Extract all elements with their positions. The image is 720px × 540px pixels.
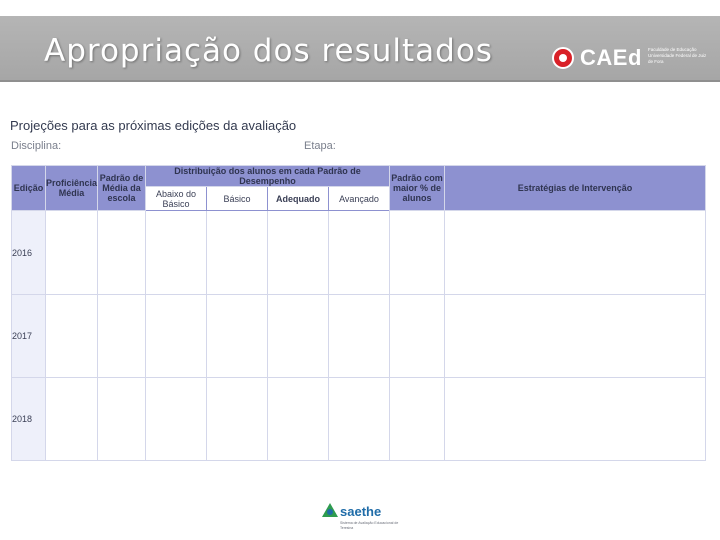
slide-title: Apropriação dos resultados (44, 33, 493, 69)
padrao-maior-cell[interactable] (390, 211, 445, 295)
proficiencia-cell[interactable] (46, 378, 98, 461)
basico-cell[interactable] (207, 295, 268, 378)
caed-logo-subtitle: Faculdade de Educação Universidade Federal de Juiz de Fora (648, 47, 707, 64)
estrategias-cell[interactable] (445, 378, 706, 461)
table-row (12, 378, 706, 461)
avancado-cell[interactable] (329, 295, 390, 378)
adequado-cell[interactable] (268, 211, 329, 295)
subcol-basico: Básico (207, 187, 268, 211)
etapa-label: Etapa: (304, 140, 336, 152)
col-header-distribuicao: Distribuição dos alunos em cada Padrão de Desempenho (146, 166, 390, 187)
padrao-escola-cell[interactable] (98, 378, 146, 461)
col-header-estrategias: Estratégias de Intervenção (445, 166, 706, 211)
proficiencia-cell[interactable] (46, 211, 98, 295)
col-header-proficiencia: Proficiência Média (46, 166, 98, 211)
estrategias-cell[interactable] (445, 211, 706, 295)
table-row (12, 211, 706, 295)
padrao-escola-cell[interactable] (98, 211, 146, 295)
abaixo-basico-cell[interactable] (146, 295, 207, 378)
adequado-cell[interactable] (268, 295, 329, 378)
table-row (12, 295, 706, 378)
subcol-avancado: Avançado (329, 187, 390, 211)
year-cell: 2018 (12, 378, 46, 461)
col-header-edicao: Edição (12, 166, 46, 211)
subcol-adequado: Adequado (268, 187, 329, 211)
saethe-logo-dot-icon (327, 509, 333, 515)
avancado-cell[interactable] (329, 211, 390, 295)
caed-logo-icon (552, 47, 574, 69)
padrao-maior-cell[interactable] (390, 295, 445, 378)
caed-logo (552, 46, 712, 78)
padrao-escola-cell[interactable] (98, 295, 146, 378)
disciplina-label: Disciplina: (11, 140, 62, 152)
padrao-maior-cell[interactable] (390, 378, 445, 461)
subcol-abaixo-basico: Abaixo do Básico (146, 187, 207, 211)
avancado-cell[interactable] (329, 378, 390, 461)
caed-logo-word: CAEd (580, 45, 642, 70)
projection-table (11, 165, 706, 461)
header-bar (0, 16, 720, 82)
form-title: Projeções para as próximas edições da avaliação (10, 118, 297, 133)
adequado-cell[interactable] (268, 378, 329, 461)
saethe-logo (318, 500, 408, 536)
abaixo-basico-cell[interactable] (146, 378, 207, 461)
estrategias-cell[interactable] (445, 295, 706, 378)
col-header-padrao-maior: Padrão com maior % de alunos (390, 166, 445, 211)
col-header-padrao-escola: Padrão de Média da escola (98, 166, 146, 211)
year-cell: 2017 (12, 295, 46, 378)
year-cell: 2016 (12, 211, 46, 295)
abaixo-basico-cell[interactable] (146, 211, 207, 295)
basico-cell[interactable] (207, 211, 268, 295)
saethe-logo-word: saethe (340, 504, 382, 519)
saethe-logo-subtitle: Sistema de Avaliação Educacional de Teresina (340, 521, 399, 530)
basico-cell[interactable] (207, 378, 268, 461)
proficiencia-cell[interactable] (46, 295, 98, 378)
